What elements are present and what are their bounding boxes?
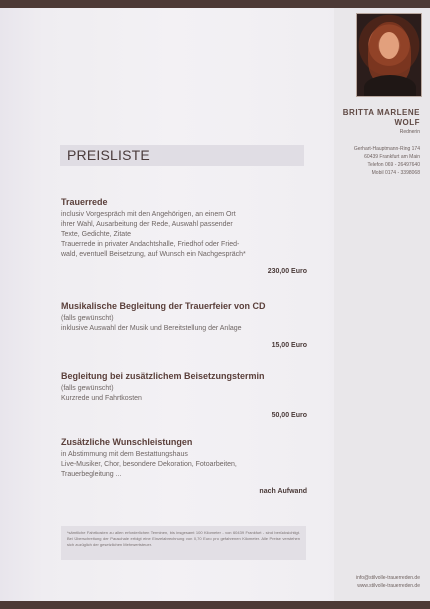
top-border (0, 0, 430, 8)
profile-photo-shoulder (364, 75, 416, 97)
service-description (61, 314, 307, 334)
description-line: inclusiv Vorgespräch mit den Angehörigen, an einem Ort (61, 211, 236, 218)
description-line: Trauerbegleitung ... (61, 471, 122, 478)
footer-email: info@stilvolle-trauerreden.de (356, 575, 420, 581)
service-description (61, 384, 307, 404)
description-line: Kurzrede und Fahrtkosten (61, 395, 142, 402)
description-line: Texte, Gedichte, Zitate (61, 231, 132, 238)
description-line: (falls gewünscht) (61, 315, 114, 322)
page-title: PREISLISTE (67, 147, 150, 163)
service-description (61, 450, 307, 480)
profile-role: Rednerin (399, 129, 420, 135)
footer-contact (322, 574, 420, 590)
address-line-2: 60439 Frankfurt am Main (364, 154, 420, 160)
profile-photo-face (379, 32, 399, 59)
bottom-border (0, 601, 430, 609)
service-wunschleistungen (61, 436, 307, 495)
service-musikalische-begleitung (61, 300, 307, 349)
address-line-1: Gerhart-Hauptmann-Ring 174 (353, 146, 420, 152)
phone-number: Telefon 069 - 26497640 (367, 162, 420, 168)
description-line: in Abstimmung mit dem Bestattungshaus (61, 451, 188, 458)
footer-website: www.stilvolle-trauerreden.de (357, 583, 420, 589)
description-line: ihrer Wahl, Ausarbeitung der Rede, Auswahl passender (61, 221, 233, 228)
profile-name-line-2: WOLF (394, 118, 420, 127)
service-title: Trauerrede (61, 197, 108, 207)
description-line: wald, eventuell Beisetzung, auf Wunsch ein Nachgespräch* (61, 251, 246, 258)
profile-name-line-1: BRITTA MARLENE (342, 108, 420, 117)
service-trauerrede (61, 196, 307, 275)
contact-block (322, 145, 420, 177)
description-line: Live-Musiker, Chor, besondere Dekoration, Fotoarbeiten, (61, 461, 237, 468)
service-price: nach Aufwand (259, 488, 307, 495)
description-line: inklusive Auswahl der Musik und Bereitstellung der Anlage (61, 325, 242, 332)
price-note: *sämtliche Fahrtkosten zu allen erforderlichen Terminen, bis insgesamt 100 Kilometer - von 60439 Frankfurt - sind berücksichtigt. Bei Überschreitung der Pauschale erfolgt eine Einzelabrechnung von 0,70 Euro pro gefahrenen Kilometer. Alle Preise verstehen sich zuzüglich der gesetzlichen Mehrwertsteuer. (61, 526, 306, 560)
service-description (61, 210, 307, 260)
service-price: 230,00 Euro (267, 268, 307, 275)
description-line: Trauerrede in privater Andachtshalle, Friedhof oder Fried- (61, 241, 240, 248)
service-title: Zusätzliche Wunschleistungen (61, 437, 193, 447)
service-title: Musikalische Begleitung der Trauerfeier von CD (61, 301, 266, 311)
service-price: 15,00 Euro (271, 342, 307, 349)
mobile-number: Mobil 0174 - 3398068 (371, 170, 420, 176)
description-line: (falls gewünscht) (61, 385, 114, 392)
profile-name (338, 108, 420, 128)
service-title: Begleitung bei zusätzlichem Beisetzungstermin (61, 371, 265, 381)
service-price: 50,00 Euro (271, 412, 307, 419)
service-beisetzungstermin (61, 370, 307, 419)
profile-photo (356, 13, 422, 97)
